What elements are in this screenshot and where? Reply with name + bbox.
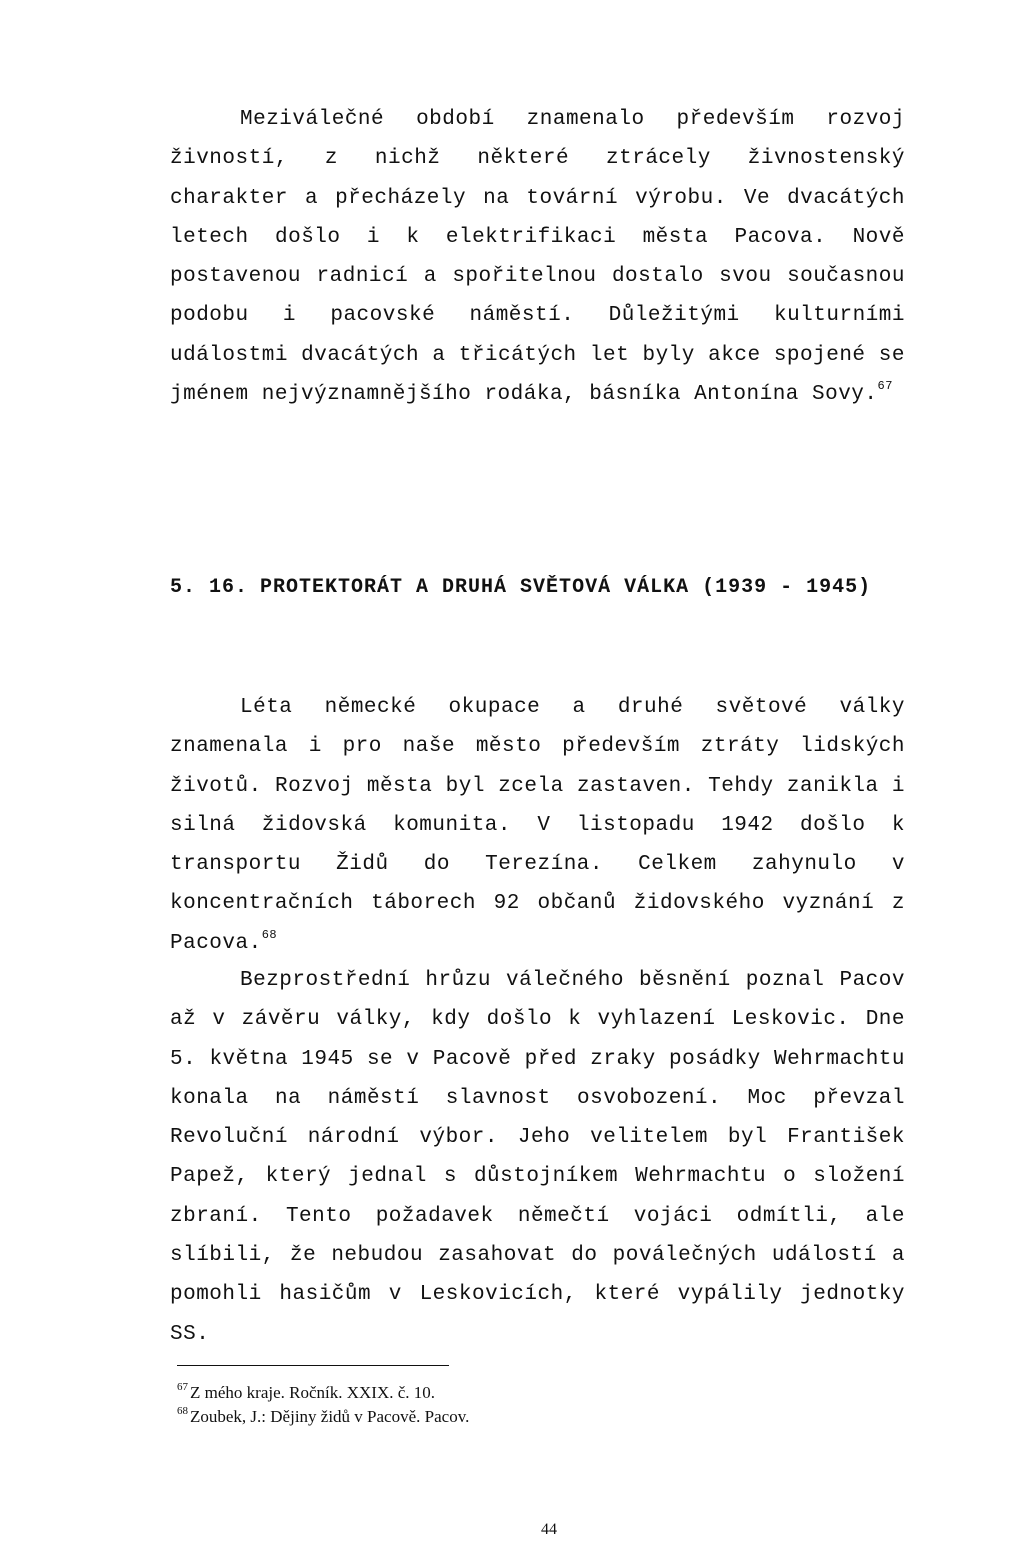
- footnote-divider: [177, 1365, 449, 1366]
- footnote-item: [177, 1402, 677, 1426]
- paragraph-text: Bezprostřední hrůzu válečného běsnění poznal Pacov až v závěru války, kdy došlo k vyhlazení Leskovic. Dne 5. května 1945 se v Pacově před zraky posádky Wehrmachtu konala na náměstí slavnost osvobození. Moc převzal Revoluční národní výbor. Jeho velitelem byl František Papež, který jednal s důstojníkem Wehrmachtu o složení zbraní. Tento požadavek němečtí vojáci odmítli, ale slíbili, že nebudou zasahovat do poválečných událostí a pomohli hasičům v Leskovicích, které vypálily jednotky SS.: [170, 969, 905, 1346]
- footnote-text: Z mého kraje. Ročník. XXIX. č. 10.: [190, 1383, 436, 1402]
- footnote-ref: 67: [877, 379, 893, 394]
- paragraph-text: Meziválečné období znamenalo především rozvoj živností, z nichž některé ztrácely živnostenský charakter a přecházely na tovární výrobu. Ve dvacátých letech došlo i k elektrifikaci města Pacova. Nově postavenou radnicí a spořitelnou dostalo svou současnou podobu i pacovské náměstí. Důležitými kulturními událostmi dvacátých a třicátých let byly akce spojené se jménem nejvýznamnějšího rodáka, básníka Antonína Sovy.: [170, 108, 905, 407]
- footnote-list: [177, 1378, 677, 1426]
- footnote-ref: 68: [261, 927, 278, 942]
- section-number: 5. 16.: [170, 576, 249, 599]
- paragraph-occupation: [170, 688, 905, 963]
- footnote-item: [177, 1378, 677, 1402]
- footnote-number: 67: [177, 1381, 188, 1393]
- paragraph-interwar-period: [170, 100, 905, 414]
- paragraph-end-of-war: [170, 961, 905, 1354]
- footnote-number: 68: [177, 1405, 188, 1417]
- section-heading: [170, 566, 905, 610]
- footnote-text: Zoubek, J.: Dějiny židů v Pacově. Pacov.: [190, 1407, 470, 1426]
- paragraph-text: Léta německé okupace a druhé světové války znamenala i pro naše město především ztráty lidských životů. Rozvoj města byl zcela zastaven. Tehdy zanikla i silná židovská komunita. V listopadu 1942 došlo k transportu Židů do Terezína. Celkem zahynulo v koncentračních táborech 92 občanů židovského vyznání z Pacova.: [170, 696, 905, 955]
- section-title: PROTEKTORÁT A DRUHÁ SVĚTOVÁ VÁLKA (1939 - 1945): [260, 576, 872, 599]
- page-number: 44: [541, 1521, 557, 1538]
